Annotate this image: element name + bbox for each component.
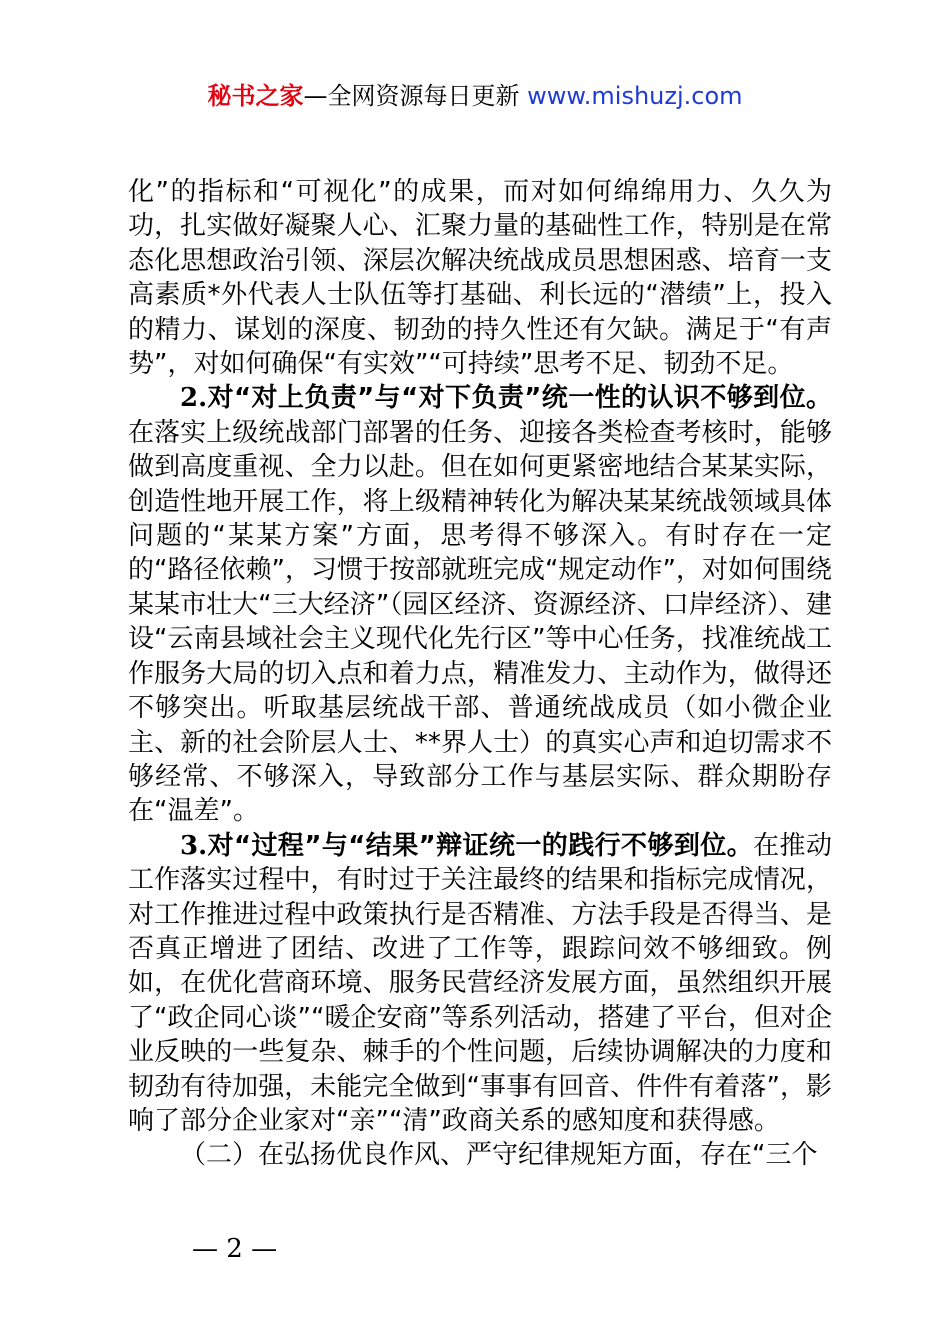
point-3-title: 对“过程”与“结果”辩证统一的践行不够到位。 [207, 830, 754, 861]
site-header [0, 78, 950, 114]
paragraph-continuation: 化”的指标和“可视化”的成果，而对如何绵绵用力、久久为功，扎实做好凝聚人心、汇聚力量的基础性工作，特别是在常态化思想政治引领、深层次解决统战成员思想困惑、培育一支高素质*外代表人士队伍等打基础、利长远的“潜绩”上，投入的精力、谋划的深度、韧劲的持久性还有欠缺。满足于“有声势”，对如何确保“有实效”“可持续”思考不足、韧劲不足。 [128, 177, 832, 380]
header-dash: — [303, 82, 328, 110]
point-2-number: 2. [180, 383, 208, 414]
point-2-body: 在落实上级统战部门部署的任务、迎接各类检查考核时，能够做到高度重视、全力以赴。但在如何更紧密地结合某某实际，创造性地开展工作，将上级精神转化为解决某某统战领域具体问题的“某某方案”方面，思考得不够深入。有时存在一定的“路径依赖”，习惯于按部就班完成“规定动作”，对如何围绕某某市壮大“三大经济”（园区经济、资源经济、口岸经济）、建设“云南县域社会主义现代化先行区”等中心任务，找准统战工作服务大局的切入点和着力点，精准发力、主动作为，做得还不够突出。听取基层统战干部、普通统战成员（如小微企业主、新的社会阶层人士、**界人士）的真实心声和迫切需求不够经常、不够深入，导致部分工作与基层实际、群众期盼存在“温差”。 [128, 417, 832, 827]
site-brand: 秘书之家 [207, 82, 304, 110]
document-body [128, 175, 832, 1173]
point-2-title: 对“对上负责”与“对下负责”统一性的认识不够到位。 [207, 383, 832, 414]
header-tagline: 全网资源每日更新 [327, 82, 520, 110]
point-3-number: 3. [180, 830, 208, 861]
paragraph-point-3 [128, 829, 832, 1139]
paragraph-point-2 [128, 381, 832, 828]
paragraph-section-2: （二）在弘扬优良作风、严守纪律规矩方面，存在“三个 [180, 1140, 818, 1171]
point-3-body: 在推动工作落实过程中，有时过于关注最终的结果和指标完成情况，对工作推进过程中政策执行是否精准、方法手段是否得当、是否真正增进了团结、改进了工作等，跟踪问效不够细致。例如，在优化营商环境、服务民营经济发展方面，虽然组织开展了“政企同心谈”“暖企安商”等系列活动，搭建了平台，但对企业反映的一些复杂、棘手的个性问题，后续协调解决的力度和韧劲有待加强，未能完全做到“事事有回音、件件有着落”，影响了部分企业家对“亲”“清”政商关系的感知度和获得感。 [128, 830, 832, 1136]
site-url-link[interactable]: www.mishuzj.com [527, 82, 743, 110]
page-number: — 2 — [192, 1234, 278, 1264]
